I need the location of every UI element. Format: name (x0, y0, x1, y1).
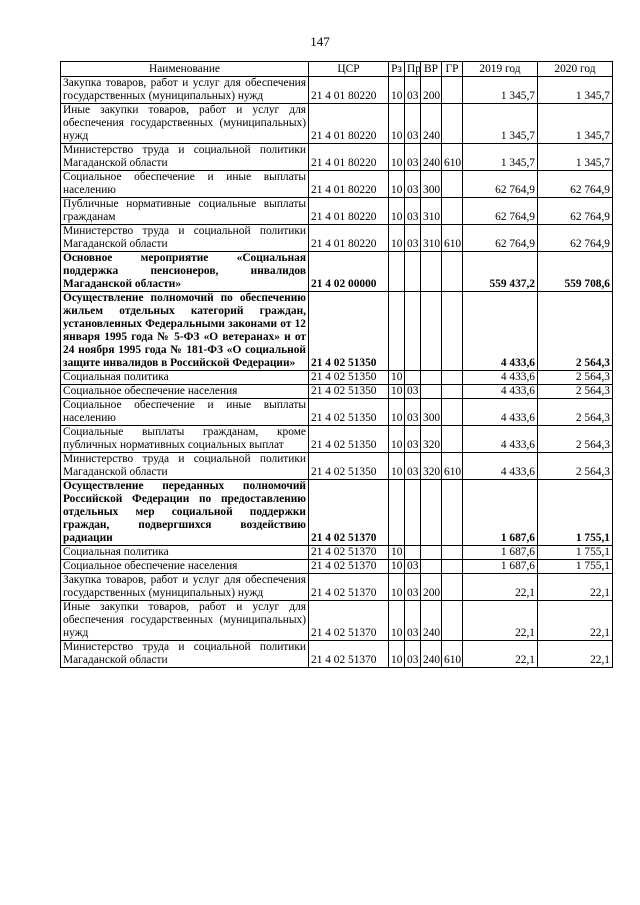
row-name-cell: Основное мероприятие «Социальная поддержка пенсионеров, инвалидов Магаданской области» (61, 252, 309, 292)
row-gr-cell: 610 (442, 641, 463, 668)
row-2020-cell: 62 764,9 (538, 225, 613, 252)
row-name-cell: Осуществление полномочий по обеспечению жильем отдельных категорий граждан, установленных Федеральными законами от 12 января 1995 года № 5-ФЗ «О ветеранах» и от 24 ноября 1995 года № 181-ФЗ «О социальной защите инвалидов в Российской Федерации» (61, 292, 309, 371)
row-vr-cell (421, 292, 442, 371)
row-csr-cell: 21 4 02 51350 (309, 453, 389, 480)
row-name-cell: Министерство труда и социальной политики Магаданской области (61, 641, 309, 668)
row-csr-cell: 21 4 02 51350 (309, 426, 389, 453)
table-row (61, 385, 613, 399)
row-2020-cell: 2 564,3 (538, 399, 613, 426)
row-pr-cell: 03 (405, 225, 421, 252)
row-vr-cell (421, 252, 442, 292)
table-row (61, 225, 613, 252)
row-2019-cell: 1 345,7 (463, 104, 538, 144)
row-rz-cell: 10 (389, 399, 405, 426)
row-gr-cell (442, 574, 463, 601)
row-csr-cell: 21 4 02 00000 (309, 252, 389, 292)
table-row (61, 399, 613, 426)
row-vr-cell: 320 (421, 426, 442, 453)
row-pr-cell (405, 371, 421, 385)
row-gr-cell (442, 104, 463, 144)
row-name-cell: Иные закупки товаров, работ и услуг для обеспечения государственных (муниципальных) нужд (61, 601, 309, 641)
row-rz-cell: 10 (389, 453, 405, 480)
row-gr-cell (442, 399, 463, 426)
row-2020-cell: 2 564,3 (538, 453, 613, 480)
row-rz-cell: 10 (389, 574, 405, 601)
row-pr-cell: 03 (405, 144, 421, 171)
row-vr-cell (421, 385, 442, 399)
row-pr-cell: 03 (405, 426, 421, 453)
table-row (61, 480, 613, 546)
row-gr-cell (442, 171, 463, 198)
row-csr-cell: 21 4 02 51370 (309, 560, 389, 574)
row-name-cell: Иные закупки товаров, работ и услуг для обеспечения государственных (муниципальных) нужд (61, 104, 309, 144)
row-2020-cell: 1 345,7 (538, 77, 613, 104)
row-2020-cell: 2 564,3 (538, 385, 613, 399)
row-name-cell: Министерство труда и социальной политики Магаданской области (61, 225, 309, 252)
row-gr-cell: 610 (442, 453, 463, 480)
row-2019-cell: 1 345,7 (463, 144, 538, 171)
row-gr-cell (442, 371, 463, 385)
row-csr-cell: 21 4 02 51370 (309, 601, 389, 641)
row-vr-cell: 240 (421, 144, 442, 171)
row-2019-cell: 62 764,9 (463, 171, 538, 198)
row-pr-cell: 03 (405, 385, 421, 399)
row-vr-cell (421, 546, 442, 560)
header-2020: 2020 год (538, 62, 613, 77)
row-2020-cell: 2 564,3 (538, 371, 613, 385)
row-vr-cell (421, 371, 442, 385)
row-gr-cell (442, 546, 463, 560)
row-gr-cell: 610 (442, 225, 463, 252)
table-row (61, 77, 613, 104)
table-row (61, 426, 613, 453)
budget-table (60, 61, 613, 668)
row-rz-cell (389, 480, 405, 546)
row-vr-cell: 240 (421, 104, 442, 144)
row-csr-cell: 21 4 01 80220 (309, 198, 389, 225)
row-2019-cell: 4 433,6 (463, 426, 538, 453)
row-2019-cell: 4 433,6 (463, 371, 538, 385)
row-name-cell: Социальное обеспечение населения (61, 385, 309, 399)
header-rz: Рз (389, 62, 405, 77)
row-2020-cell: 22,1 (538, 601, 613, 641)
header-2019: 2019 год (463, 62, 538, 77)
page-number: 147 (310, 34, 330, 49)
row-2020-cell: 1 755,1 (538, 560, 613, 574)
row-csr-cell: 21 4 01 80220 (309, 104, 389, 144)
row-gr-cell (442, 292, 463, 371)
row-pr-cell: 03 (405, 560, 421, 574)
row-2020-cell: 22,1 (538, 641, 613, 668)
row-2019-cell: 1 687,6 (463, 480, 538, 546)
row-rz-cell: 10 (389, 546, 405, 560)
row-pr-cell: 03 (405, 601, 421, 641)
row-2020-cell: 62 764,9 (538, 198, 613, 225)
row-pr-cell (405, 292, 421, 371)
row-gr-cell (442, 426, 463, 453)
row-2019-cell: 1 687,6 (463, 546, 538, 560)
row-2019-cell: 4 433,6 (463, 453, 538, 480)
row-csr-cell: 21 4 02 51370 (309, 480, 389, 546)
row-2019-cell: 1 345,7 (463, 77, 538, 104)
row-pr-cell: 03 (405, 171, 421, 198)
table-row (61, 560, 613, 574)
row-rz-cell: 10 (389, 198, 405, 225)
header-csr: ЦСР (309, 62, 389, 77)
row-2019-cell: 1 687,6 (463, 560, 538, 574)
row-2019-cell: 22,1 (463, 574, 538, 601)
row-pr-cell: 03 (405, 198, 421, 225)
row-2020-cell: 2 564,3 (538, 426, 613, 453)
row-rz-cell: 10 (389, 426, 405, 453)
row-gr-cell (442, 252, 463, 292)
row-pr-cell: 03 (405, 77, 421, 104)
row-csr-cell: 21 4 02 51350 (309, 399, 389, 426)
row-gr-cell (442, 385, 463, 399)
row-2019-cell: 4 433,6 (463, 399, 538, 426)
row-rz-cell: 10 (389, 371, 405, 385)
row-name-cell: Закупка товаров, работ и услуг для обеспечения государственных (муниципальных) нужд (61, 574, 309, 601)
header-vr: ВР (421, 62, 442, 77)
table-row (61, 371, 613, 385)
row-vr-cell: 200 (421, 574, 442, 601)
row-name-cell: Социальное обеспечение и иные выплаты населению (61, 399, 309, 426)
table-row (61, 104, 613, 144)
row-name-cell: Социальное обеспечение и иные выплаты населению (61, 171, 309, 198)
row-2019-cell: 559 437,2 (463, 252, 538, 292)
row-2019-cell: 4 433,6 (463, 385, 538, 399)
row-rz-cell: 10 (389, 171, 405, 198)
row-2020-cell: 1 345,7 (538, 144, 613, 171)
row-2020-cell: 1 755,1 (538, 546, 613, 560)
row-csr-cell: 21 4 01 80220 (309, 171, 389, 198)
row-pr-cell (405, 546, 421, 560)
row-gr-cell (442, 560, 463, 574)
row-2020-cell: 22,1 (538, 574, 613, 601)
row-name-cell: Социальная политика (61, 371, 309, 385)
row-2020-cell: 62 764,9 (538, 171, 613, 198)
row-csr-cell: 21 4 01 80220 (309, 144, 389, 171)
row-vr-cell (421, 480, 442, 546)
row-csr-cell: 21 4 02 51350 (309, 292, 389, 371)
row-csr-cell: 21 4 02 51370 (309, 641, 389, 668)
table-row (61, 171, 613, 198)
row-rz-cell: 10 (389, 560, 405, 574)
row-2020-cell: 2 564,3 (538, 292, 613, 371)
row-2019-cell: 62 764,9 (463, 225, 538, 252)
row-vr-cell: 310 (421, 225, 442, 252)
row-gr-cell (442, 480, 463, 546)
row-name-cell: Закупка товаров, работ и услуг для обеспечения государственных (муниципальных) нужд (61, 77, 309, 104)
row-name-cell: Осуществление переданных полномочий Российской Федерации по предоставлению отдельных мер социальной поддержки граждан, подвергшихся воздействию радиации (61, 480, 309, 546)
table-row (61, 453, 613, 480)
row-rz-cell: 10 (389, 225, 405, 252)
row-vr-cell: 240 (421, 601, 442, 641)
table-body (61, 77, 613, 668)
row-2020-cell: 1 345,7 (538, 104, 613, 144)
row-csr-cell: 21 4 02 51350 (309, 371, 389, 385)
row-gr-cell (442, 601, 463, 641)
header-gr: ГР (442, 62, 463, 77)
row-vr-cell: 320 (421, 453, 442, 480)
row-csr-cell: 21 4 02 51350 (309, 385, 389, 399)
row-csr-cell: 21 4 01 80220 (309, 77, 389, 104)
row-gr-cell (442, 198, 463, 225)
row-pr-cell: 03 (405, 641, 421, 668)
table-row (61, 546, 613, 560)
row-pr-cell: 03 (405, 574, 421, 601)
row-vr-cell: 240 (421, 641, 442, 668)
row-rz-cell: 10 (389, 77, 405, 104)
table-header-row (61, 62, 613, 77)
header-pr: Пр (405, 62, 421, 77)
table-row (61, 641, 613, 668)
row-vr-cell: 300 (421, 399, 442, 426)
row-2020-cell: 1 755,1 (538, 480, 613, 546)
row-gr-cell: 610 (442, 144, 463, 171)
table-row (61, 292, 613, 371)
row-gr-cell (442, 77, 463, 104)
row-name-cell: Министерство труда и социальной политики Магаданской области (61, 453, 309, 480)
row-2019-cell: 62 764,9 (463, 198, 538, 225)
table-row (61, 198, 613, 225)
row-rz-cell: 10 (389, 385, 405, 399)
row-name-cell: Социальные выплаты гражданам, кроме публичных нормативных социальных выплат (61, 426, 309, 453)
row-name-cell: Публичные нормативные социальные выплаты гражданам (61, 198, 309, 225)
row-pr-cell: 03 (405, 399, 421, 426)
row-name-cell: Социальная политика (61, 546, 309, 560)
row-vr-cell: 310 (421, 198, 442, 225)
row-name-cell: Министерство труда и социальной политики Магаданской области (61, 144, 309, 171)
table-row (61, 144, 613, 171)
row-vr-cell (421, 560, 442, 574)
row-rz-cell: 10 (389, 641, 405, 668)
row-name-cell: Социальное обеспечение населения (61, 560, 309, 574)
header-name: Наименование (61, 62, 309, 77)
row-vr-cell: 200 (421, 77, 442, 104)
row-pr-cell: 03 (405, 104, 421, 144)
row-vr-cell: 300 (421, 171, 442, 198)
row-csr-cell: 21 4 02 51370 (309, 574, 389, 601)
row-2019-cell: 22,1 (463, 641, 538, 668)
row-2020-cell: 559 708,6 (538, 252, 613, 292)
row-csr-cell: 21 4 02 51370 (309, 546, 389, 560)
row-csr-cell: 21 4 01 80220 (309, 225, 389, 252)
table-row (61, 601, 613, 641)
row-2019-cell: 22,1 (463, 601, 538, 641)
row-pr-cell (405, 480, 421, 546)
row-pr-cell: 03 (405, 453, 421, 480)
row-rz-cell (389, 292, 405, 371)
row-rz-cell (389, 252, 405, 292)
row-rz-cell: 10 (389, 601, 405, 641)
row-pr-cell (405, 252, 421, 292)
table-row (61, 252, 613, 292)
table-row (61, 574, 613, 601)
row-2019-cell: 4 433,6 (463, 292, 538, 371)
row-rz-cell: 10 (389, 144, 405, 171)
row-rz-cell: 10 (389, 104, 405, 144)
